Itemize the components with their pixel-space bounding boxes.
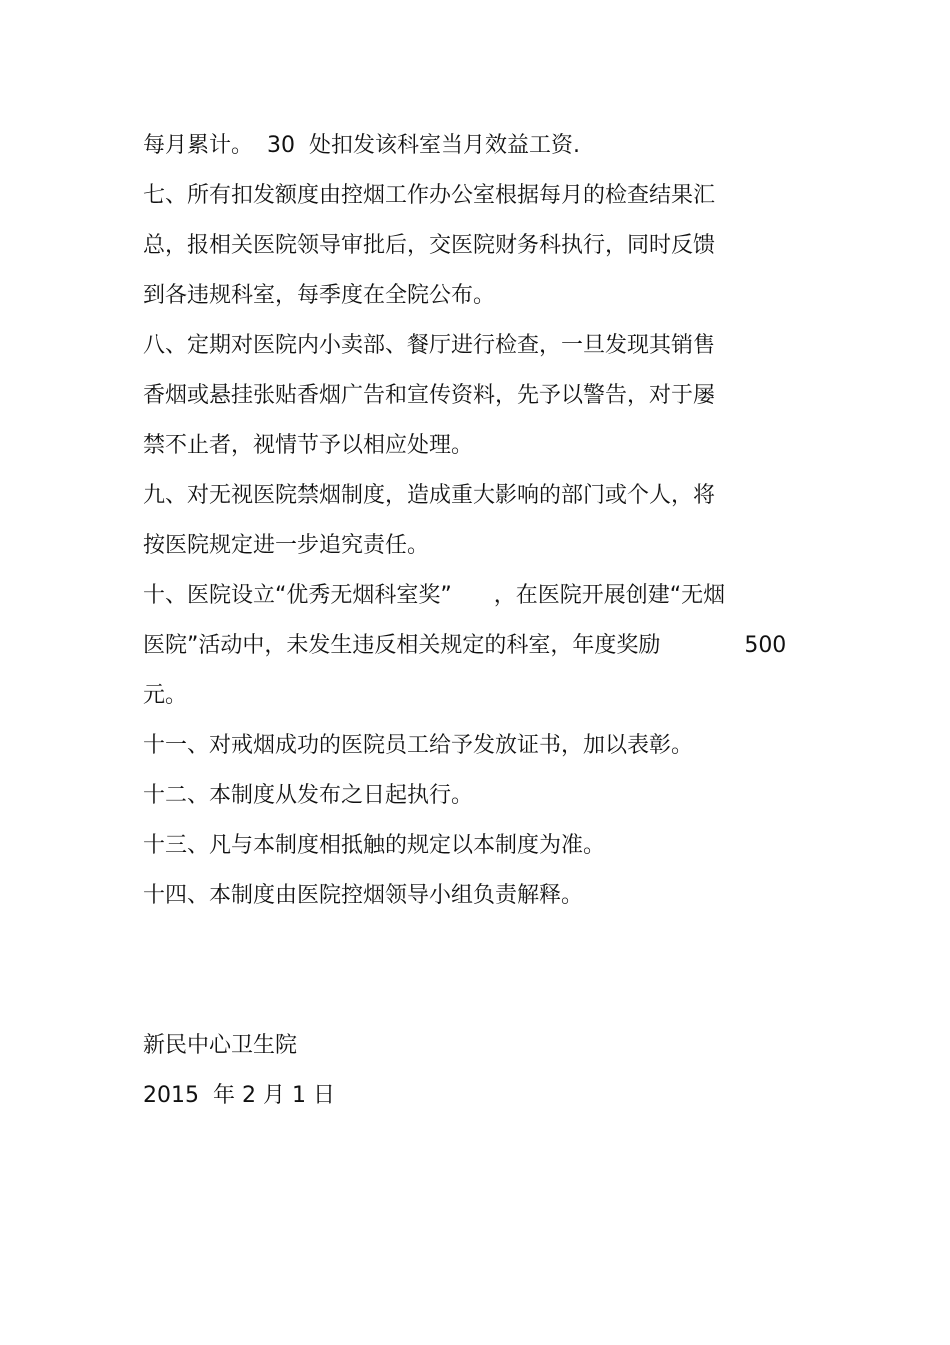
paragraph-line: 禁不止者，视情节予以相应处理。	[143, 433, 474, 458]
paragraph-line: 总，报相关医院领导审批后，交医院财务科执行，同时反馈	[143, 233, 716, 258]
paragraph-line: 八、定期对医院内小卖部、餐厅进行检查，一旦发现其销售	[143, 333, 716, 358]
signature-organization: 新民中心卫生院	[143, 1033, 298, 1058]
paragraph-line: 到各违规科室，每季度在全院公布。	[143, 283, 496, 308]
paragraph-line: 香烟或悬挂张贴香烟广告和宣传资料，先予以警告，对于屡	[143, 383, 716, 408]
paragraph-line: 十二、本制度从发布之日起执行。	[143, 783, 474, 808]
paragraph-line: 十一、对戒烟成功的医院员工给予发放证书，加以表彰。	[143, 733, 694, 758]
paragraph-line: 十四、本制度由医院控烟领导小组负责解释。	[143, 883, 584, 908]
paragraph-line: 九、对无视医院禁烟制度，造成重大影响的部门或个人，将	[143, 483, 716, 508]
paragraph-line: 十三、凡与本制度相抵触的规定以本制度为准。	[143, 833, 606, 858]
paragraph-line: 每月累计。 30 处扣发该科室当月效益工资.	[143, 133, 580, 158]
paragraph-line: 医院”活动中，未发生违反相关规定的科室，年度奖励 500	[143, 633, 787, 658]
signature-date: 2015 年 2 月 1 日	[143, 1083, 335, 1108]
paragraph-line: 七、所有扣发额度由控烟工作办公室根据每月的检查结果汇	[143, 183, 716, 208]
paragraph-line: 十、医院设立“优秀无烟科室奖” ，在医院开展创建“无烟	[143, 583, 726, 608]
paragraph-line: 按医院规定进一步追究责任。	[143, 533, 430, 558]
paragraph-line: 元。	[143, 683, 188, 708]
